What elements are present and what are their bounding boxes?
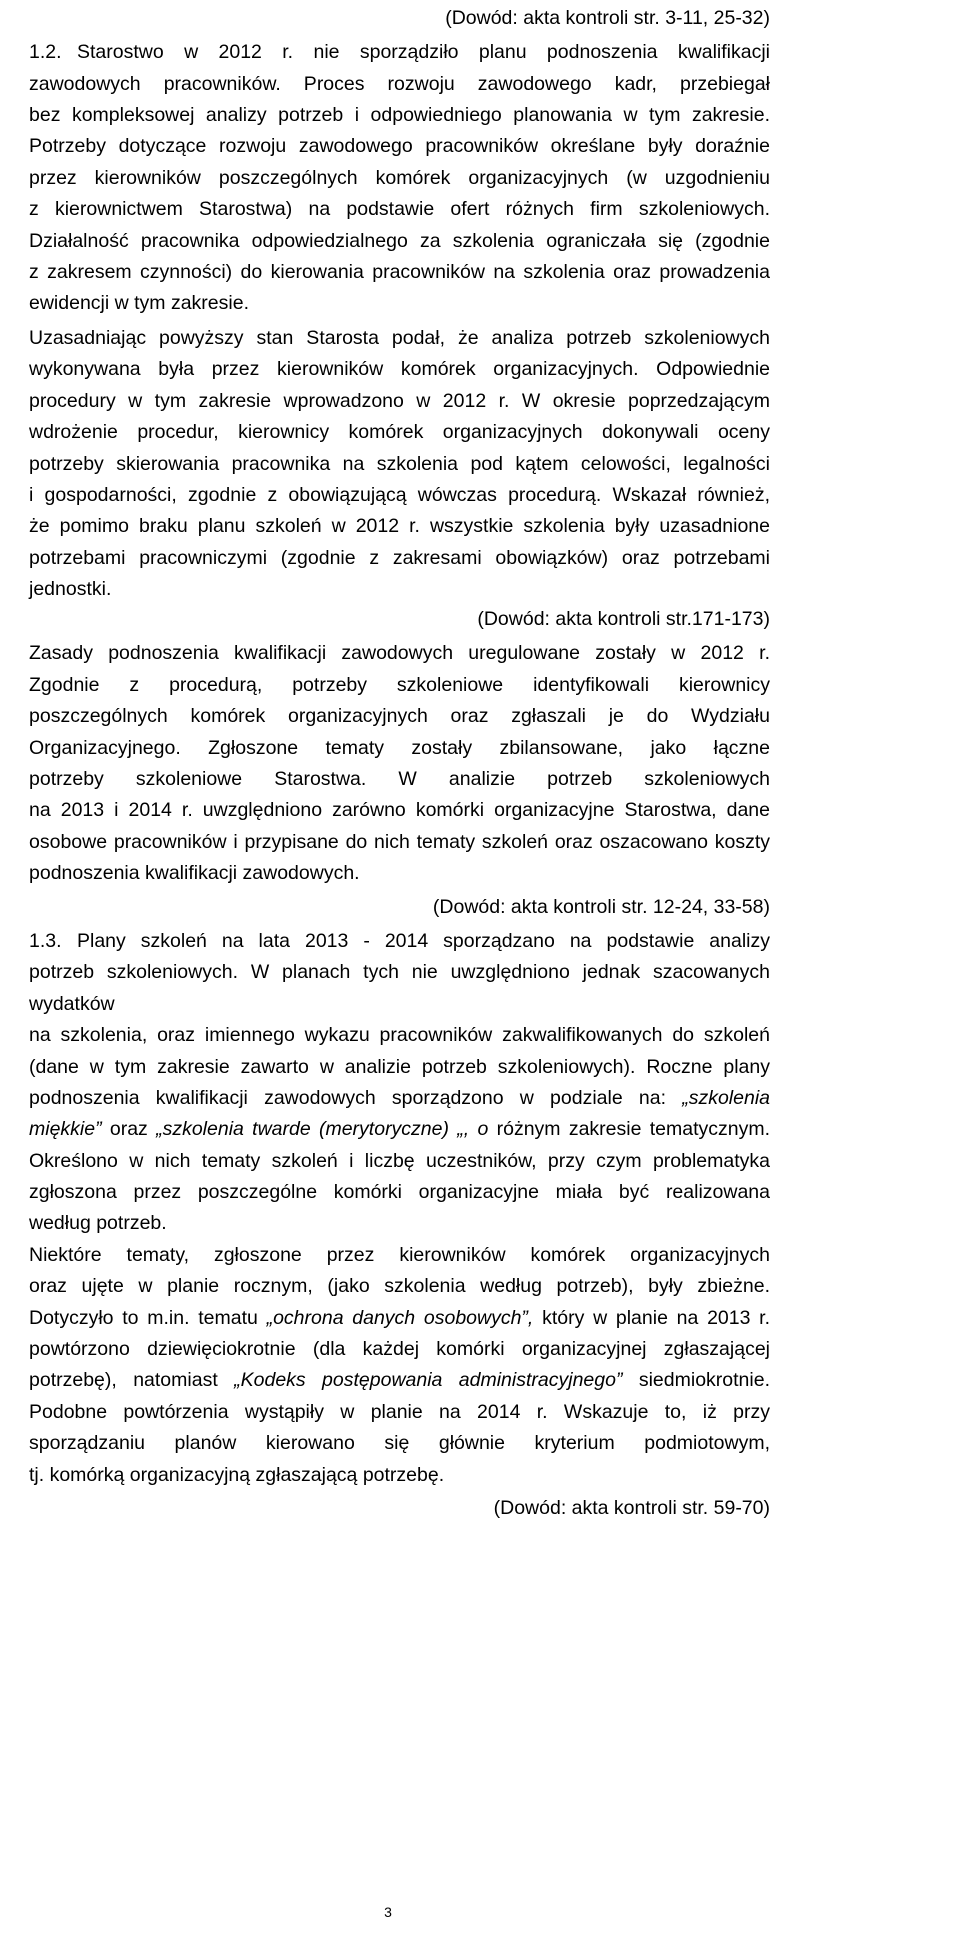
text-line: jednostki. — [29, 578, 112, 600]
text-span: siedmiokrotnie. — [622, 1369, 770, 1391]
emphasis-text: miękkie” — [29, 1118, 102, 1140]
text-line: Starostwo w 2012 r. nie sporządziło planu podnoszenia kwalifikacji — [77, 41, 770, 63]
text-line: Potrzeby dotyczące rozwoju zawodowego pracowników określane były doraźnie — [29, 135, 770, 157]
emphasis-text: „szkolenia — [682, 1087, 770, 1109]
emphasis-text: „szkolenia twarde (merytoryczne) — [156, 1118, 449, 1140]
text-line: Działalność pracownika odpowiedzialnego za szkolenia ograniczała się (zgodnie — [29, 230, 770, 252]
emphasis-text: „Kodeks postępowania administracyjnego” — [234, 1369, 623, 1391]
text-line: Organizacyjnego. Zgłoszone tematy zostały zbilansowane, jako łączne — [29, 737, 770, 759]
text-line: według potrzeb. — [29, 1212, 167, 1234]
text-span: który w planie na 2013 r. — [533, 1307, 771, 1329]
evidence-note: (Dowód: akta kontroli str.171-173) — [477, 608, 770, 630]
text-line: powtórzono dziewięciokrotnie (dla każdej komórki organizacyjnej zgłaszającej — [29, 1338, 770, 1360]
text-line: Zasady podnoszenia kwalifikacji zawodowych uregulowane zostały w 2012 r. — [29, 642, 770, 664]
text-line: że pomimo braku planu szkoleń w 2012 r. wszystkie szkolenia były uzasadnione — [29, 515, 770, 537]
text-line: wdrożenie procedur, kierownicy komórek organizacyjnych dokonywali oceny — [29, 421, 770, 443]
text-line: z kierownictwem Starostwa) na podstawie ofert różnych firm szkoleniowych. — [29, 198, 770, 220]
text-line: wykonywana była przez kierowników komórek organizacyjnych. Odpowiednie — [29, 358, 770, 380]
evidence-note: (Dowód: akta kontroli str. 12-24, 33-58) — [432, 896, 770, 918]
text-span: podnoszenia kwalifikacji zawodowych sporządzono w podziale na: — [29, 1087, 683, 1109]
section-1-2-first-line — [29, 34, 770, 70]
page-number: 3 — [384, 1904, 392, 1920]
text-line: sporządzaniu planów kierowano się głównie kryterium podmiotowym, — [29, 1432, 770, 1454]
text-line: Podobne powtórzenia wystąpiły w planie na 2014 r. Wskazuje to, iż przy — [29, 1401, 770, 1423]
evidence-note: (Dowód: akta kontroli str. 3-11, 25-32) — [445, 7, 770, 29]
emphasis-text: „ochrona danych osobowych”, — [266, 1307, 534, 1329]
section-number: 1.2. — [29, 41, 62, 63]
text-line: potrzebami pracowniczymi (zgodnie z zakresami obowiązków) oraz potrzebami — [29, 547, 770, 569]
text-line: potrzeby szkoleniowe Starostwa. W analizie potrzeb szkoleniowych — [29, 768, 770, 790]
text-line — [29, 1362, 770, 1398]
text-line: z zakresem czynności) do kierowania pracowników na szkolenia oraz prowadzenia — [29, 261, 770, 283]
text-line: procedury w tym zakresie wprowadzono w 2012 r. W okresie poprzedzającym — [29, 390, 770, 412]
text-line: poszczególnych komórek organizacyjnych oraz zgłaszali je do Wydziału — [29, 705, 770, 727]
text-line: Niektóre tematy, zgłoszone przez kierowników komórek organizacyjnych — [29, 1244, 770, 1266]
text-span: Dotyczyło to m.in. tematu — [29, 1307, 267, 1329]
text-line: przez kierowników poszczególnych komórek organizacyjnych (w uzgodnieniu — [29, 167, 770, 189]
emphasis-text: „, o — [449, 1118, 489, 1140]
text-line: bez kompleksowej analizy potrzeb i odpowiedniego planowania w tym zakresie. — [29, 104, 770, 126]
text-line: potrzeb szkoleniowych. W planach tych nie uwzględniono jednak szacowanych — [29, 961, 770, 983]
text-line: wydatków — [29, 993, 115, 1015]
text-line: tj. komórką organizacyjną zgłaszającą potrzebę. — [29, 1464, 445, 1486]
text-line: (dane w tym zakresie zawarto w analizie potrzeb szkoleniowych). Roczne plany — [29, 1056, 770, 1078]
text-line: oraz ujęte w planie rocznym, (jako szkolenia według potrzeb), były zbieżne. — [29, 1275, 770, 1297]
text-span: potrzebę), natomiast — [29, 1369, 235, 1391]
text-span: oraz — [101, 1118, 157, 1140]
text-line: na 2013 i 2014 r. uwzględniono zarówno komórki organizacyjne Starostwa, dane — [29, 799, 770, 821]
text-line: ewidencji w tym zakresie. — [29, 292, 249, 314]
text-line — [29, 1111, 770, 1147]
evidence-note: (Dowód: akta kontroli str. 59-70) — [493, 1497, 770, 1519]
text-line: podnoszenia kwalifikacji zawodowych. — [29, 862, 360, 884]
text-line: Określono w nich tematy szkoleń i liczbę uczestników, przy czym problematyka — [29, 1150, 770, 1172]
section-number: 1.3. — [29, 930, 62, 952]
text-line: osobowe pracowników i przypisane do nich tematy szkoleń oraz oszacowano koszty — [29, 831, 770, 853]
text-line: i gospodarności, zgodnie z obowiązującą wówczas procedurą. Wskazał również, — [29, 484, 770, 506]
text-line: potrzeby skierowania pracownika na szkolenia pod kątem celowości, legalności — [29, 453, 770, 475]
text-line: zawodowych pracowników. Proces rozwoju zawodowego kadr, przebiegał — [29, 73, 770, 95]
text-line: Zgodnie z procedurą, potrzeby szkoleniowe identyfikowali kierownicy — [29, 674, 770, 696]
text-span: różnym zakresie tematycznym. — [488, 1118, 770, 1140]
text-line: zgłoszona przez poszczególne komórki organizacyjne miała być realizowana — [29, 1181, 770, 1203]
text-line: Uzasadniając powyższy stan Starosta podał, że analiza potrzeb szkoleniowych — [29, 327, 770, 349]
text-line: na szkolenia, oraz imiennego wykazu pracowników zakwalifikowanych do szkoleń — [29, 1024, 770, 1046]
text-line: Plany szkoleń na lata 2013 - 2014 sporządzano na podstawie analizy — [77, 930, 770, 952]
